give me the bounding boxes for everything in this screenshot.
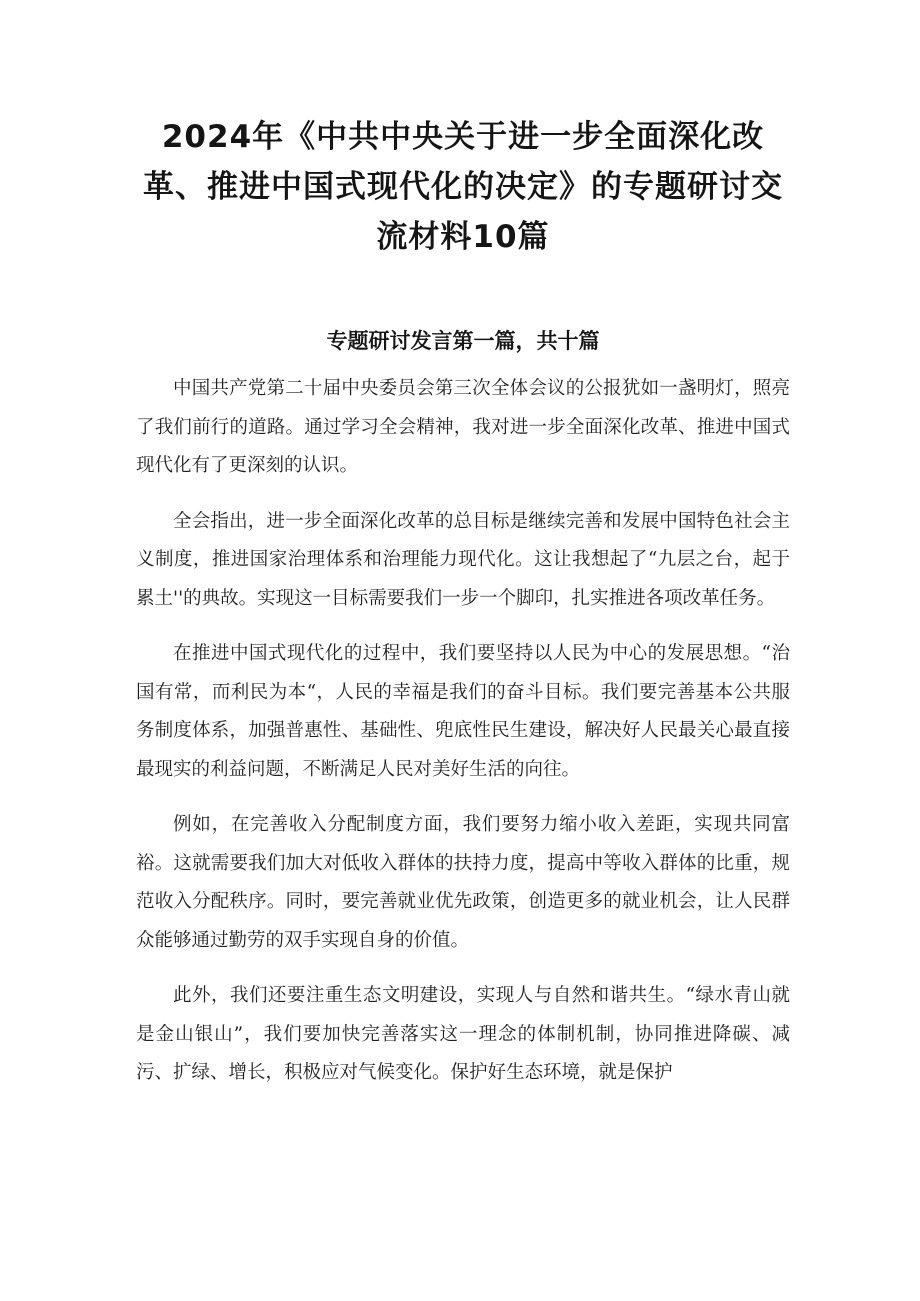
paragraph-1: 中国共产党第二十届中央委员会第三次全体会议的公报犹如一盏明灯，照亮了我们前行的道路。通过学习全会精神，我对进一步全面深化改革、推进中国式现代化有了更深刻的认识。 [136,378,790,476]
document-title: 2024年《中共中央关于进一步全面深化改革、推进中国式现代化的决定》的专题研讨交流材料10篇 [143,119,783,255]
paragraph-4: 例如，在完善收入分配制度方面，我们要努力缩小收入差距，实现共同富裕。这就需要我们加大对低收入群体的扶持力度，提高中等收入群体的比重，规范收入分配秩序。同时，要完善就业优先政策，创造更多的就业机会，让人民群众能够通过勤劳的双手实现自身的价值。 [136,814,790,951]
section-heading: 专题研讨发言第一篇，共十篇 [326,329,600,353]
paragraph-3: 在推进中国式现代化的过程中，我们要坚持以人民为中心的发展思想。“治国有常，而利民为本“，人民的幸福是我们的奋斗目标。我们要完善基本公共服务制度体系，加强普惠性、基础性、兜底性民生建设，解决好人民最关心最直接最现实的利益问题，不断满足人民对美好生活的向往。 [136,643,790,780]
paragraph-5: 此外，我们还要注重生态文明建设，实现人与自然和谐共生。“绿水青山就是金山银山”，我们要加快完善落实这一理念的体制机制，协同推进降碳、减污、扩绿、增长，积极应对气候变化。保护好生态环境，就是保护 [136,985,790,1083]
paragraph-2: 全会指出，进一步全面深化改革的总目标是继续完善和发展中国特色社会主义制度，推进国家治理体系和治理能力现代化。这让我想起了“九层之台，起于累土''的典故。实现这一目标需要我们一步一个脚印，扎实推进各项改革任务。 [136,510,790,609]
